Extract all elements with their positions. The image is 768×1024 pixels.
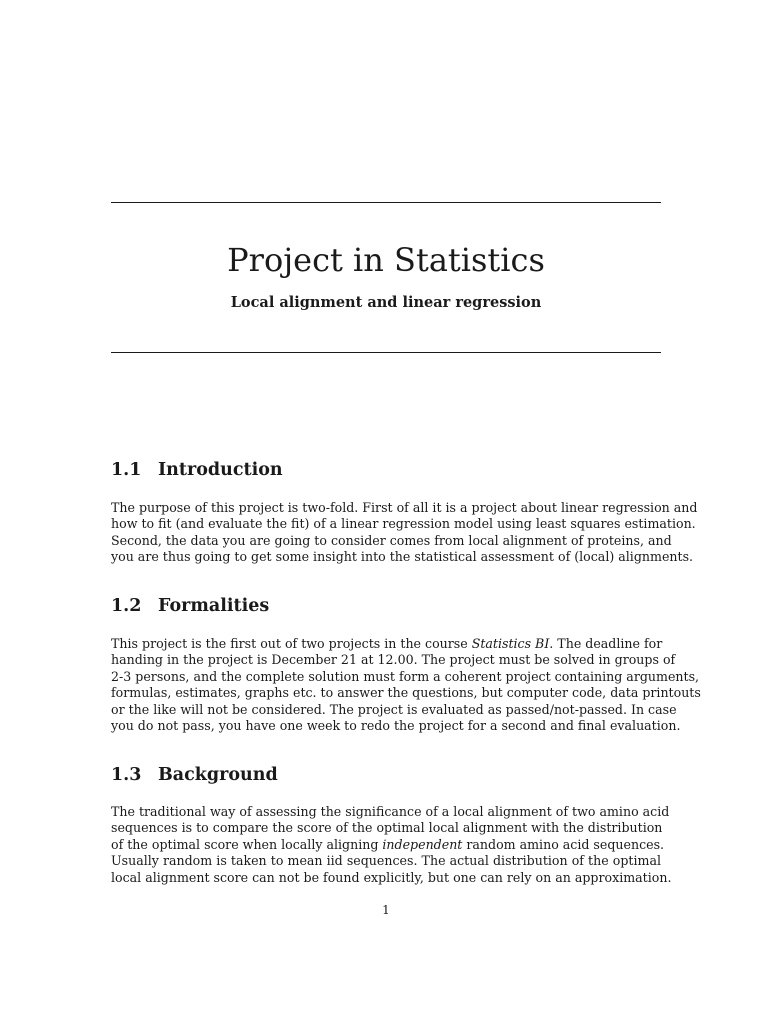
document-page — [111, 0, 701, 1024]
text-line — [111, 636, 661, 652]
independent-emphasis: independent — [382, 836, 463, 852]
text-line: formulas, estimates, graphs etc. to answer the questions, but computer code, data printouts — [111, 685, 701, 701]
text-line: The traditional way of assessing the significance of a local alignment of two amino acid — [111, 804, 670, 819]
section-number: 1.2 — [111, 596, 142, 616]
text-line: Usually random is taken to mean iid sequences. The actual distribution of the optimal — [111, 853, 661, 869]
section-number: 1.1 — [111, 460, 142, 480]
text-line: handing in the project is December 21 at 12.00. The project must be solved in groups of — [111, 652, 676, 668]
text-line: Second, the data you are going to consider comes from local alignment of proteins, and — [111, 532, 672, 548]
text-line: sequences is to compare the score of the optimal local alignment with the distribution — [111, 820, 663, 836]
text-run: This project is the first out of two projects in the course — [111, 636, 472, 651]
text-line: 2-3 persons, and the complete solution must form a coherent project containing arguments, — [111, 668, 700, 684]
course-name-emphasis: Statistics BI — [471, 636, 550, 651]
section-title: Introduction — [158, 460, 283, 480]
section-heading-introduction — [111, 457, 661, 483]
section-heading-background — [111, 762, 661, 788]
text-run: random amino acid sequences. — [462, 836, 665, 852]
paragraph-introduction — [111, 500, 698, 566]
text-line: you are thus going to get some insight into the statistical assessment of (local) alignments. — [111, 549, 694, 565]
text-line: you do not pass, you have one week to redo the project for a second and final evaluation. — [111, 718, 681, 734]
paragraph-background — [111, 804, 672, 886]
title-top-rule — [111, 202, 661, 203]
text-line: or the like will not be considered. The project is evaluated as passed/not-passed. In case — [111, 701, 677, 717]
text-line: The purpose of this project is two-fold. First of all it is a project about linear regression and — [111, 500, 698, 515]
text-run: of the optimal score when locally aligning — [111, 836, 383, 852]
paragraph-formalities — [111, 636, 701, 734]
section-title: Background — [158, 765, 278, 785]
text-line: local alignment score can not be found explicitly, but one can rely on an approximation. — [111, 869, 672, 885]
section-number: 1.3 — [111, 765, 142, 785]
section-heading-formalities — [111, 593, 661, 619]
section-title: Formalities — [158, 596, 270, 616]
text-line — [111, 836, 665, 853]
text-run: . The deadline for — [549, 636, 663, 651]
page-number: 1 — [382, 903, 390, 917]
text-line: how to fit (and evaluate the fit) of a linear regression model using least squares estimation. — [111, 516, 696, 532]
document-title: Project in Statistics — [227, 241, 545, 279]
document-subtitle: Local alignment and linear regression — [230, 294, 542, 311]
title-bottom-rule — [111, 352, 661, 353]
